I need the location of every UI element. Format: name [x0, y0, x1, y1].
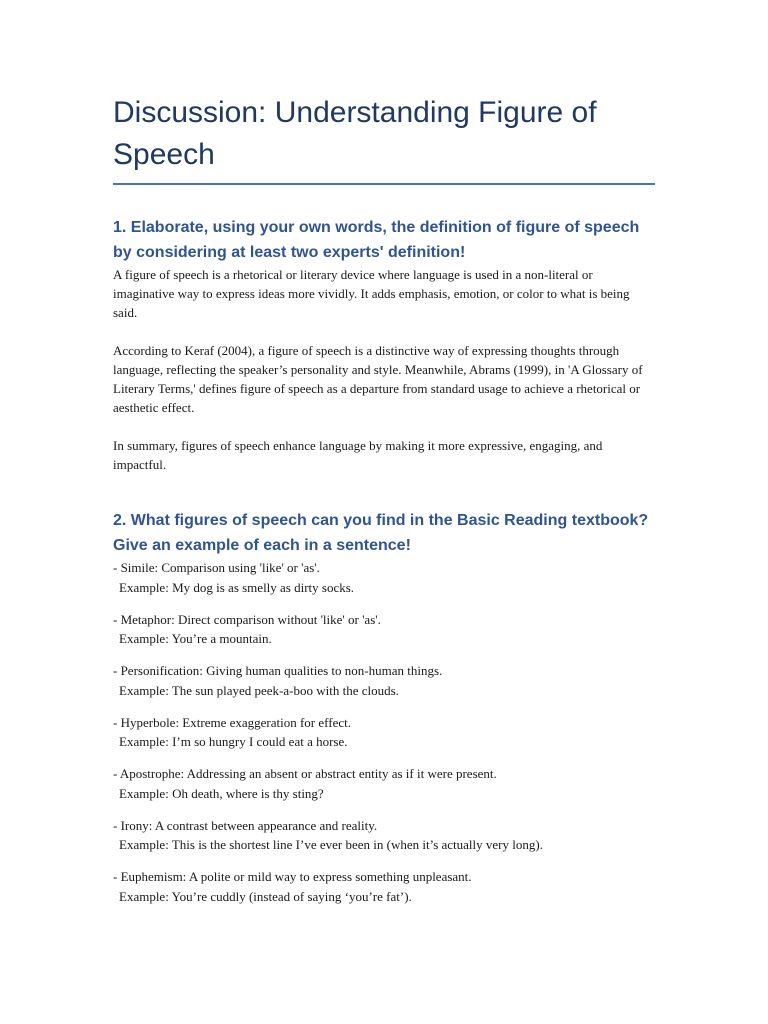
figure-example: Example: You’re a mountain.: [119, 631, 272, 646]
document-page: [113, 92, 655, 919]
figure-example: Example: Oh death, where is thy sting?: [119, 785, 324, 801]
answer-paragraph-experts: According to Keraf (2004), a figure of speech is a distinctive way of expressing thoughts through language, reflecting the speaker’s personality and style. Meanwhile, Abrams (1999), in 'A Glossary of Literary Terms,' defines figure of speech as a departure from standard usage to achieve a rhetorical or aesthetic effect.: [113, 343, 643, 415]
list-item-irony: [113, 816, 655, 855]
figure-example: Example: I’m so hungry I could eat a horse.: [119, 734, 348, 749]
question-1-answer: [113, 265, 655, 474]
list-item-simile: [113, 558, 655, 597]
answer-paragraph-definition: A figure of speech is a rhetorical or literary device where language is used in a non-literal or imaginative way to express ideas more vividly. It adds emphasis, emotion, or color to what is being said.: [113, 267, 630, 320]
list-item-apostrophe: [113, 764, 655, 803]
figure-example: Example: This is the shortest line I’ve ever been in (when it’s actually very long).: [119, 837, 543, 852]
figures-of-speech-list: [113, 558, 655, 906]
figure-definition: - Simile: Comparison using 'like' or 'as'.: [113, 560, 320, 575]
document-title: Discussion: Understanding Figure of Speech: [113, 96, 597, 171]
list-item-personification: [113, 661, 655, 700]
figure-definition: - Irony: A contrast between appearance and reality.: [113, 817, 378, 833]
figure-example: Example: My dog is as smelly as dirty socks.: [119, 579, 355, 595]
list-item-euphemism: [113, 867, 655, 906]
list-item-hyperbole: [113, 713, 655, 752]
figure-definition: - Apostrophe: Addressing an absent or abstract entity as if it were present.: [113, 766, 497, 781]
question-2-heading: 2. What figures of speech can you find in the Basic Reading textbook? Give an example of each in a sentence!: [113, 512, 649, 554]
list-item-metaphor: [113, 610, 655, 649]
figure-definition: - Personification: Giving human qualities to non-human things.: [113, 663, 443, 678]
figure-definition: - Metaphor: Direct comparison without 'like' or 'as'.: [113, 611, 381, 627]
title-underline-rule: [113, 183, 655, 185]
figure-definition: - Euphemism: A polite or mild way to express something unpleasant.: [113, 869, 472, 884]
question-1-heading: 1. Elaborate, using your own words, the definition of figure of speech by considering at least two experts' definition!: [113, 219, 640, 261]
figure-example: Example: The sun played peek-a-boo with the clouds.: [119, 682, 399, 698]
figure-example: Example: You’re cuddly (instead of saying ‘you’re fat’).: [119, 888, 412, 904]
answer-paragraph-summary: In summary, figures of speech enhance language by making it more expressive, engaging, and impactful.: [113, 438, 603, 472]
figure-definition: - Hyperbole: Extreme exaggeration for effect.: [113, 714, 351, 730]
